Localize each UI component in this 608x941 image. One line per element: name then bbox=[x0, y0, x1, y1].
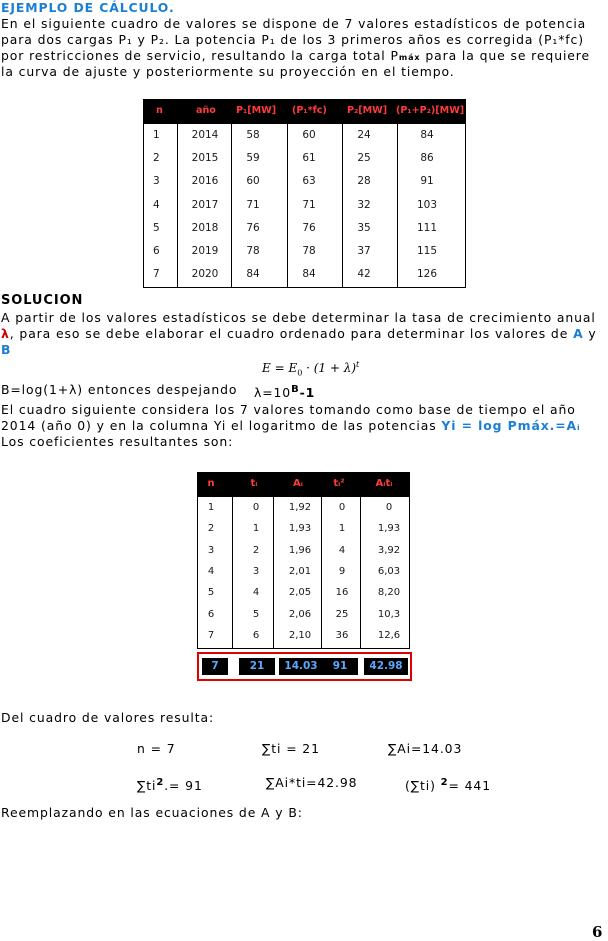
sums-row bbox=[197, 652, 412, 681]
sum-t2-exp: 2 bbox=[156, 777, 165, 788]
table2-cell: 6,03 bbox=[377, 565, 401, 577]
table1-cell: 60 bbox=[302, 129, 316, 141]
table1-cell: 115 bbox=[416, 245, 438, 257]
table1-cell: 103 bbox=[416, 198, 438, 211]
table1-cell: 28 bbox=[357, 175, 371, 188]
table2-cell: 1,93 bbox=[288, 523, 312, 535]
b-log-text: B=log(1+λ) entonces despejando bbox=[1, 382, 238, 397]
table1-cell: 35 bbox=[357, 221, 371, 234]
pmax-subscript: máx bbox=[398, 53, 421, 62]
summary-sum-t: ∑ti = 21 bbox=[262, 741, 320, 756]
table2-cell: 9 bbox=[338, 565, 346, 577]
example-line-3-tail: para la que se requiere bbox=[420, 48, 591, 63]
formula-rest: · (1 + λ) bbox=[302, 361, 357, 375]
table2-cell: 0 bbox=[385, 502, 393, 513]
column-divider bbox=[177, 124, 178, 287]
solution-line-4-text: 2014 (año 0) y en la columna Yi el logaritmo de las potencias bbox=[1, 418, 442, 433]
table1-cell: 1 bbox=[153, 129, 160, 141]
table2-cell: 1 bbox=[338, 523, 346, 535]
table2-cell: 2,06 bbox=[288, 608, 312, 620]
table2-cell: 25 bbox=[335, 608, 349, 620]
summary-sum-at: ∑Ai*ti=42.98 bbox=[266, 775, 358, 790]
sum-cell: 7 bbox=[202, 658, 228, 675]
table2-cell: 36 bbox=[335, 629, 349, 641]
table2-cell: 16 bbox=[335, 587, 349, 599]
table2-cell: 3 bbox=[252, 565, 260, 577]
table1-cell: 2018 bbox=[191, 221, 219, 234]
formula-e: E = E bbox=[262, 361, 298, 375]
table2-header-cell: Aᵢ bbox=[293, 478, 303, 489]
table1-header-cell: P₁[MW] bbox=[236, 105, 277, 116]
table1-cell: 76 bbox=[246, 221, 260, 234]
table2-cell: 6 bbox=[207, 608, 215, 620]
summary-sum-a: ∑Ai=14.03 bbox=[388, 741, 463, 756]
sum-t-sq-base: (∑ti) bbox=[405, 778, 441, 794]
sum-cell: 91 bbox=[322, 658, 358, 675]
summary-n: n = 7 bbox=[137, 741, 176, 756]
solution-line-3: El cuadro siguiente considera los 7 valores tomando como base de tiempo el año bbox=[1, 402, 576, 417]
table2-cell: 2,01 bbox=[288, 565, 312, 577]
b-definition bbox=[1, 382, 237, 398]
table1-header-cell: P₂[MW] bbox=[347, 105, 388, 116]
column-divider bbox=[231, 124, 232, 287]
table1-cell: 78 bbox=[246, 245, 260, 257]
table1-cell: 7 bbox=[153, 268, 160, 281]
table2-header-row bbox=[197, 472, 410, 497]
table1-cell: 71 bbox=[302, 198, 316, 211]
summary-sum-t-sq bbox=[405, 775, 491, 794]
table-header-row bbox=[144, 100, 465, 124]
variable-a: A bbox=[573, 326, 584, 341]
lambda-solved bbox=[254, 382, 315, 401]
solution-line-2-text: , para eso se debe elaborar el cuadro ordenado para determinar los valores de bbox=[9, 326, 574, 341]
table1-header-cell: (P₁*fc) bbox=[292, 105, 327, 116]
column-divider bbox=[360, 497, 361, 649]
solution-line-2-y: y bbox=[583, 326, 597, 341]
example-line-3-text: por restricciones de servicio, resultando la carga total P bbox=[1, 48, 399, 63]
table1-header-cell: (P₁+P₂)[MW] bbox=[396, 105, 465, 116]
table1-cell: 2 bbox=[153, 152, 160, 165]
table1-cell: 78 bbox=[302, 245, 316, 257]
summary-outro: Reemplazando en las ecuaciones de A y B: bbox=[1, 805, 303, 820]
table1-cell: 5 bbox=[153, 221, 160, 234]
sum-t2-value: .= 91 bbox=[164, 778, 203, 794]
table1-cell: 71 bbox=[246, 198, 260, 211]
table1-cell: 32 bbox=[357, 198, 371, 211]
table2-header-cell: Aᵢtᵢ bbox=[375, 478, 393, 489]
table1-cell: 59 bbox=[246, 152, 260, 165]
table1-cell: 76 bbox=[302, 221, 316, 234]
table2-cell: 2 bbox=[252, 544, 260, 556]
sum-cell: 14.03 bbox=[279, 658, 323, 675]
page-number: 6 bbox=[592, 923, 603, 941]
power-data-table bbox=[143, 99, 466, 288]
table2-cell: 2,05 bbox=[288, 587, 312, 599]
table2-cell: 4 bbox=[338, 544, 346, 556]
table1-cell: 24 bbox=[357, 129, 371, 141]
table2-cell: 3 bbox=[207, 544, 215, 556]
table1-cell: 2015 bbox=[191, 152, 219, 165]
table1-cell: 58 bbox=[246, 129, 260, 141]
table2-cell: 0 bbox=[338, 502, 346, 513]
example-line-4: la curva de ajuste y posteriormente su proyección en el tiempo. bbox=[1, 64, 455, 79]
table2-cell: 3,92 bbox=[377, 544, 401, 556]
table1-header-cell: año bbox=[196, 105, 216, 116]
coefficients-table bbox=[197, 472, 410, 648]
table1-cell: 84 bbox=[302, 268, 316, 281]
table2-cell: 1,96 bbox=[288, 544, 312, 556]
yi-definition: Yi = log Pmáx.=Aᵢ bbox=[441, 418, 581, 433]
sum-cell: 42.98 bbox=[364, 658, 408, 675]
example-line-1: En el siguiente cuadro de valores se dispone de 7 valores estadísticos de potencia bbox=[1, 16, 587, 31]
example-title: EJEMPLO DE CÁLCULO. bbox=[1, 0, 175, 15]
column-divider bbox=[232, 497, 233, 649]
table1-cell: 37 bbox=[357, 245, 371, 257]
sum-cell: 21 bbox=[239, 658, 275, 675]
table2-cell: 0 bbox=[252, 502, 260, 513]
sum-t2-base: ∑ti bbox=[137, 778, 157, 794]
table2-cell: 2 bbox=[207, 523, 215, 535]
table2-cell: 5 bbox=[252, 608, 260, 620]
solution-line-5: Los coeficientes resultantes son: bbox=[1, 434, 234, 449]
lambda-eq: λ=10 bbox=[254, 385, 292, 401]
table1-cell: 42 bbox=[357, 268, 371, 281]
table1-cell: 6 bbox=[153, 245, 160, 257]
table1-cell: 2016 bbox=[191, 175, 219, 188]
table2-cell: 6 bbox=[252, 629, 260, 641]
table2-cell: 10,3 bbox=[377, 608, 401, 620]
table2-cell: 4 bbox=[207, 565, 215, 577]
table1-cell: 84 bbox=[246, 268, 260, 281]
solution-line-1: A partir de los valores estadísticos se debe determinar la tasa de crecimiento anual bbox=[1, 310, 596, 325]
table2-cell: 1,93 bbox=[377, 523, 401, 535]
example-line-2: para dos cargas P₁ y P₂. La potencia P₁ de los 3 primeros años es corregida (P₁*fc) bbox=[1, 32, 584, 47]
growth-formula bbox=[262, 360, 359, 377]
formula-subscript: 0 bbox=[297, 368, 303, 378]
variable-b: B bbox=[1, 342, 12, 357]
table2-cell: 2,10 bbox=[288, 629, 312, 641]
table1-cell: 2017 bbox=[191, 198, 219, 211]
summary-sum-t2 bbox=[137, 775, 203, 794]
table1-cell: 2020 bbox=[191, 268, 219, 281]
table1-cell: 63 bbox=[302, 175, 316, 188]
table2-cell: 1,92 bbox=[288, 502, 312, 513]
summary-intro: Del cuadro de valores resulta: bbox=[1, 710, 215, 725]
sum-t-sq-value: = 441 bbox=[448, 778, 492, 794]
column-divider bbox=[342, 124, 343, 287]
table1-cell: 86 bbox=[420, 152, 434, 165]
table2-header-cell: tᵢ bbox=[250, 478, 258, 489]
table2-cell: 5 bbox=[207, 587, 215, 599]
table2-cell: 4 bbox=[252, 587, 260, 599]
table1-cell: 126 bbox=[416, 268, 438, 281]
table1-cell: 91 bbox=[420, 175, 434, 188]
table2-header-cell: tᵢ² bbox=[333, 478, 345, 489]
sum-t-sq-exp: 2 bbox=[440, 777, 449, 788]
table2-cell: 12,6 bbox=[377, 629, 401, 641]
lambda-exponent: B bbox=[291, 384, 300, 395]
table1-cell: 84 bbox=[420, 129, 434, 141]
solution-title: SOLUCION bbox=[1, 293, 84, 308]
table1-cell: 61 bbox=[302, 152, 316, 165]
table2-cell: 1 bbox=[252, 523, 260, 535]
table1-cell: 111 bbox=[416, 221, 438, 234]
solution-line-2 bbox=[1, 326, 597, 342]
column-divider bbox=[273, 497, 274, 649]
column-divider bbox=[287, 124, 288, 287]
lambda-symbol: λ bbox=[1, 326, 10, 341]
table1-cell: 4 bbox=[153, 198, 160, 211]
lambda-minus-one: -1 bbox=[299, 385, 316, 401]
table1-cell: 60 bbox=[246, 175, 260, 188]
column-divider bbox=[321, 497, 322, 649]
table1-cell: 2019 bbox=[191, 245, 219, 257]
formula-superscript: t bbox=[356, 360, 360, 369]
solution-line-4 bbox=[1, 418, 581, 434]
table1-header-cell: n bbox=[156, 105, 163, 116]
column-divider bbox=[397, 124, 398, 287]
table1-cell: 2014 bbox=[191, 129, 219, 141]
table1-cell: 25 bbox=[357, 152, 371, 165]
table2-cell: 1 bbox=[207, 502, 215, 513]
table2-header-cell: n bbox=[207, 478, 215, 489]
table1-cell: 3 bbox=[153, 175, 160, 188]
table2-cell: 7 bbox=[207, 629, 215, 641]
table2-cell: 8,20 bbox=[377, 587, 401, 599]
